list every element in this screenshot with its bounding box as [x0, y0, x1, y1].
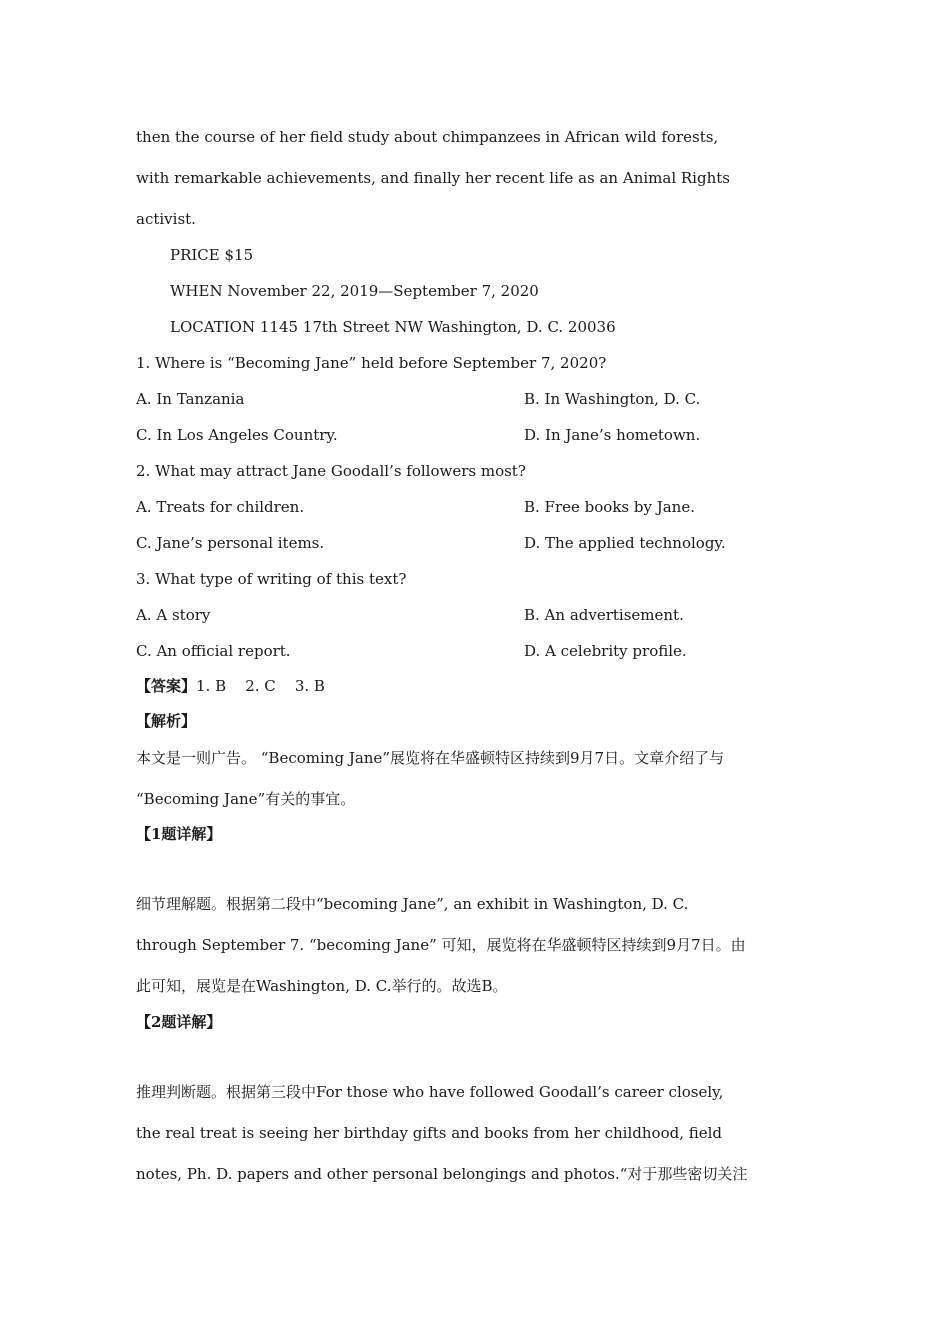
detail-1-text: through September 7. “becoming Jane” 可知，展览将在华盛顿特区持续到9月7日。由: [136, 936, 746, 954]
analysis-text: “Becoming Jane”有关的事宜。: [136, 790, 356, 808]
detail-2-label: 【2题详解】: [136, 1013, 222, 1031]
option-c: C. An official report.: [136, 642, 291, 660]
answer-line: [136, 676, 325, 696]
option-d: D. A celebrity profile.: [524, 642, 687, 660]
option-d: D. In Jane’s hometown.: [524, 426, 701, 444]
detail-2-text: the real treat is seeing her birthday gifts and books from her childhood, field: [136, 1124, 723, 1142]
passage-line: activist.: [136, 210, 196, 228]
detail-1-text: 此可知，展览是在Washington, D. C.举行的。故选B。: [136, 977, 508, 995]
option-c: C. Jane’s personal items.: [136, 534, 325, 552]
option-b: B. An advertisement.: [524, 606, 684, 624]
detail-2-text: notes, Ph. D. papers and other personal belongings and photos.“对于那些密切关注: [136, 1165, 748, 1183]
option-b: B. Free books by Jane.: [524, 498, 695, 516]
option-a: A. In Tanzania: [136, 390, 245, 408]
passage-line: with remarkable achievements, and finally her recent life as an Animal Rights: [136, 169, 730, 187]
question-stem: 2. What may attract Jane Goodall’s followers most?: [136, 462, 526, 480]
option-d: D. The applied technology.: [524, 534, 726, 552]
option-b: B. In Washington, D. C.: [524, 390, 701, 408]
passage-line: then the course of her field study about chimpanzees in African wild forests,: [136, 128, 719, 146]
price-line: PRICE $15: [170, 246, 254, 264]
answer-label: 【答案】: [136, 677, 197, 695]
answer-text: 1. B 2. C 3. B: [196, 677, 325, 695]
analysis-text: 本文是一则广告。 “Becoming Jane”展览将在华盛顿特区持续到9月7日。文章介绍了与: [136, 749, 725, 767]
detail-1-text: 细节理解题。根据第二段中“becoming Jane”, an exhibit in Washington, D. C.: [136, 895, 689, 913]
option-a: A. A story: [136, 606, 211, 624]
analysis-label: 【解析】: [136, 712, 197, 730]
location-line: LOCATION 1145 17th Street NW Washington, D. C. 20036: [170, 318, 616, 336]
detail-1-label: 【1题详解】: [136, 825, 222, 843]
detail-2-text: 推理判断题。根据第三段中For those who have followed Goodall’s career closely,: [136, 1083, 724, 1101]
option-a: A. Treats for children.: [136, 498, 305, 516]
question-stem: 1. Where is “Becoming Jane” held before September 7, 2020?: [136, 354, 607, 372]
question-stem: 3. What type of writing of this text?: [136, 570, 407, 588]
when-line: WHEN November 22, 2019—September 7, 2020: [170, 282, 539, 300]
option-c: C. In Los Angeles Country.: [136, 426, 338, 444]
